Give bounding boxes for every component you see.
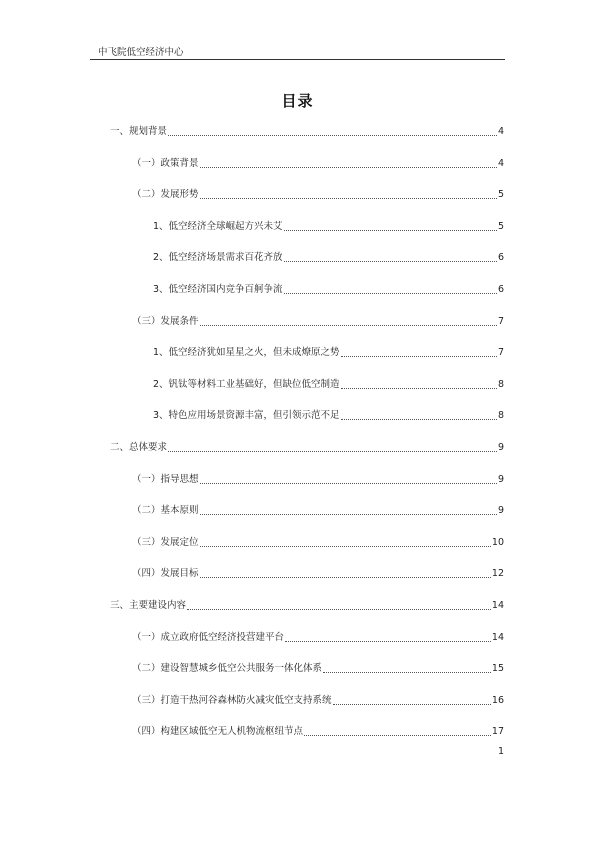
header-divider	[90, 59, 505, 60]
toc-entry-label: （一）成立政府低空经济投营建平台	[132, 631, 285, 643]
toc-entry[interactable]	[132, 472, 504, 486]
toc-entry-label: 三、主要建设内容	[110, 600, 187, 611]
toc-entry-label: （一）指导思想	[132, 473, 199, 485]
toc-entry-page: 7	[497, 347, 504, 359]
toc-entry-label: （三）发展条件	[132, 315, 199, 327]
toc-entry-page: 7	[497, 315, 504, 327]
toc-entry-page: 9	[497, 442, 504, 453]
toc-dot-leader	[187, 609, 491, 610]
toc-dot-leader	[323, 672, 491, 673]
toc-entry[interactable]	[132, 566, 504, 580]
toc-dot-leader	[285, 641, 491, 642]
toc-entry[interactable]	[153, 408, 504, 422]
toc-entry-page: 9	[497, 505, 504, 517]
toc-dot-leader	[200, 514, 497, 515]
toc-dot-leader	[341, 388, 497, 389]
toc-entry-label: （二）建设智慧城乡低空公共服务一体化体系	[132, 663, 323, 675]
toc-dot-leader	[341, 356, 497, 357]
toc-entry-label: （四）发展目标	[132, 568, 199, 580]
toc-entry[interactable]	[132, 156, 504, 170]
page-number: 1	[497, 746, 504, 757]
header-text: 中飞院低空经济中心	[98, 47, 184, 58]
toc-entry[interactable]	[132, 535, 504, 549]
toc-entry[interactable]	[132, 693, 504, 707]
toc-entry-label: 1、低空经济犹如星星之火，但未成燎原之势	[153, 347, 340, 359]
toc-entry[interactable]	[153, 345, 504, 359]
toc-entry-label: （一）政策背景	[132, 157, 199, 169]
toc-entry-page: 6	[497, 284, 504, 295]
toc-entry-page: 17	[491, 726, 504, 738]
toc-title: 目录	[281, 92, 314, 110]
toc-entry-page: 14	[491, 631, 504, 643]
toc-entry-page: 6	[497, 252, 504, 264]
toc-entry[interactable]	[132, 187, 504, 201]
toc-dot-leader	[168, 451, 497, 452]
toc-dot-leader	[200, 198, 497, 199]
toc-entry-page: 16	[491, 694, 504, 706]
toc-entry-page: 8	[497, 410, 504, 422]
toc-entry-label: 一、规划背景	[110, 126, 168, 137]
toc-entry[interactable]	[153, 377, 504, 391]
toc-entry-page: 5	[497, 189, 504, 201]
toc-entry-label: （二）发展形势	[132, 189, 199, 201]
toc-entry-label: 3、低空经济国内竞争百舸争流	[153, 284, 283, 295]
toc-entry[interactable]	[132, 314, 504, 328]
toc-entry-label: （二）基本原则	[132, 505, 199, 517]
toc-dot-leader	[200, 325, 497, 326]
toc-entry-page: 12	[491, 568, 504, 580]
toc-dot-leader	[333, 704, 491, 705]
toc-entry-page: 14	[491, 600, 504, 611]
toc-entry[interactable]	[110, 598, 504, 612]
toc-entry[interactable]	[153, 250, 504, 264]
toc-entry[interactable]	[132, 724, 504, 738]
toc-entry-label: （三）发展定位	[132, 536, 199, 548]
toc-dot-leader	[284, 230, 497, 231]
toc-entry-label: 2、低空经济场景需求百花齐放	[153, 252, 283, 264]
toc-entry[interactable]	[153, 282, 504, 296]
toc-dot-leader	[304, 735, 491, 736]
toc-entry[interactable]	[110, 124, 504, 138]
toc-entry-label: 2、钒钛等材料工业基础好，但缺位低空制造	[153, 378, 340, 390]
toc-entry-page: 4	[497, 126, 504, 137]
toc-entry-label: 3、特色应用场景资源丰富，但引领示范不足	[153, 410, 340, 422]
toc-entry-label: 1、低空经济全球崛起方兴未艾	[153, 220, 283, 232]
toc-dot-leader	[200, 483, 497, 484]
toc-entry[interactable]	[132, 503, 504, 517]
toc-entry[interactable]	[132, 661, 504, 675]
toc-entry-label: （四）构建区域低空无人机物流枢纽节点	[132, 726, 304, 738]
toc-entry-page: 5	[497, 220, 504, 232]
toc-dot-leader	[200, 546, 491, 547]
toc-entry-page: 4	[497, 157, 504, 169]
toc-entry-page: 9	[497, 473, 504, 485]
toc-entry-page: 8	[497, 378, 504, 390]
toc-dot-leader	[341, 419, 497, 420]
toc-entry-label: （三）打造干热河谷森林防火减灾低空支持系统	[132, 694, 332, 706]
toc-dot-leader	[200, 167, 497, 168]
toc-entry-page: 15	[491, 663, 504, 675]
toc-entry[interactable]	[110, 440, 504, 454]
toc-dot-leader	[284, 261, 497, 262]
toc-entry-page: 10	[491, 536, 504, 548]
toc-entry-label: 二、总体要求	[110, 442, 168, 453]
toc-dot-leader	[284, 293, 497, 294]
toc-dot-leader	[168, 135, 497, 136]
toc-dot-leader	[200, 577, 491, 578]
toc-entry[interactable]	[153, 219, 504, 233]
toc-entry[interactable]	[132, 630, 504, 644]
